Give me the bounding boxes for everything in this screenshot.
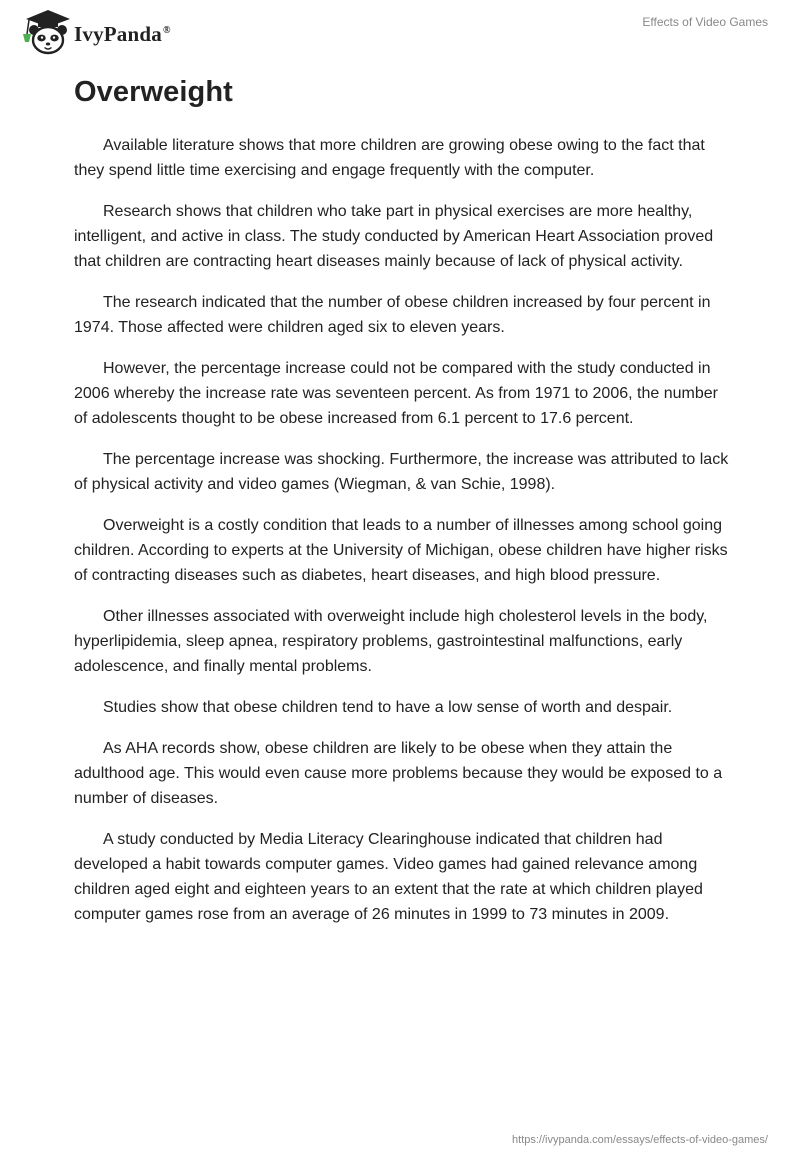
paragraph-1: Available literature shows that more children are growing obese owing to the fact that they spend little time exercising and engage frequently with the computer. <box>74 137 705 179</box>
paragraph-5: The percentage increase was shocking. Furthermore, the increase was attributed to lack of physical activity and video games (Wiegman, & van Schie, 1998). <box>74 451 729 493</box>
registered-mark: ® <box>162 25 171 36</box>
section-heading: Overweight <box>74 76 233 108</box>
panda-graduate-icon <box>14 8 76 56</box>
paragraph-6: Overweight is a costly condition that leads to a number of illnesses among school going children. According to experts at the University of Michigan, obese children have higher risks of contracting diseases such as diabetes, heart diseases, and high blood pressure. <box>74 517 728 584</box>
article-content <box>74 72 734 943</box>
document-title: Effects of Video Games <box>642 15 768 29</box>
paragraph-4: However, the percentage increase could not be compared with the study conducted in 2006 whereby the increase rate was seventeen percent. As from 1971 to 2006, the number of adolescents thought to be obese increased from 6.1 percent to 17.6 percent. <box>74 360 718 427</box>
paragraph-2: Research shows that children who take part in physical exercises are more healthy, intelligent, and active in class. The study conducted by American Heart Association proved that children are contracting heart diseases mainly because of lack of physical activity. <box>74 203 714 270</box>
source-url[interactable]: https://ivypanda.com/essays/effects-of-video-games/ <box>512 1134 768 1146</box>
page-header <box>0 0 800 60</box>
paragraph-10: A study conducted by Media Literacy Clearinghouse indicated that children had developed a habit towards computer games. Video games had gained relevance among children aged eight and eighteen years to an extent that the rate at which children played computer games rose from an average of 26 minutes in 1999 to 73 minutes in 2009. <box>74 831 703 923</box>
paragraph-7: Other illnesses associated with overweight include high cholesterol levels in the body, hyperlipidemia, sleep apnea, respiratory problems, gastrointestinal malfunctions, early adolescence, and finally mental problems. <box>74 608 708 675</box>
paragraph-8: Studies show that obese children tend to have a low sense of worth and despair. <box>103 699 673 716</box>
paragraph-3: The research indicated that the number of obese children increased by four percent in 1974. Those affected were children aged six to eleven years. <box>74 294 711 336</box>
ivypanda-logo[interactable] <box>14 8 194 56</box>
paragraph-9: As AHA records show, obese children are likely to be obese when they attain the adulthood age. This would even cause more problems because they would be exposed to a number of diseases. <box>74 740 723 807</box>
logo-name: IvyPanda <box>74 22 162 46</box>
logo-wordmark <box>74 22 171 47</box>
